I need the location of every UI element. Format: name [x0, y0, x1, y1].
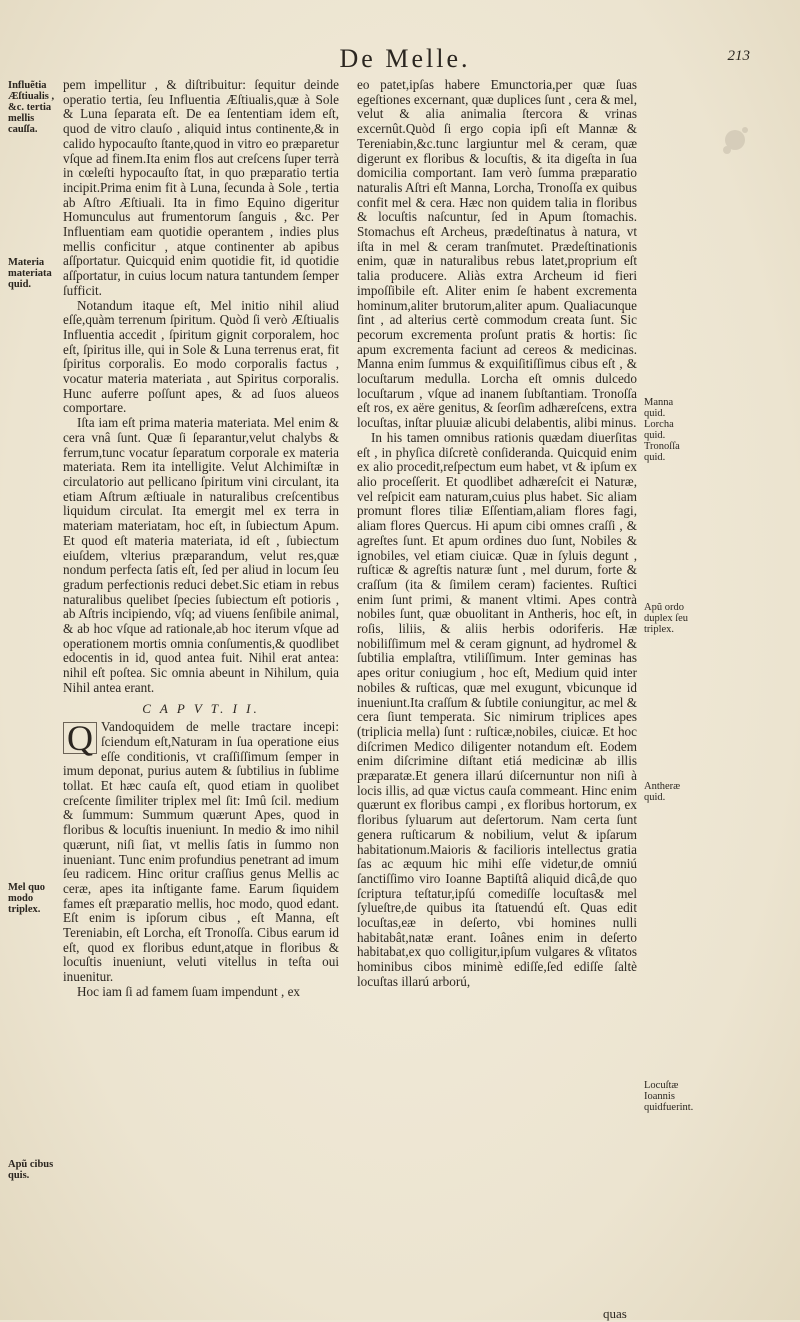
margin-note-antherae: Antheræ quid. — [644, 781, 681, 803]
left-paragraph: Notandum itaque eſt, Mel initio nihil aliud eſſe,quàm terrenum ſpiritum. Quòd ſi verò Æſtiualis Influentia accedit , ſpiritum gignit corporalem, hoc eſt, ſpiritus ille, qui in Sole & Luna terrenus erat, fit ſpiritus corporalis. Eo modo corporalis factus , vocatur materia materiata , aut Spiritus corporalis. Hunc auferre poſſunt apes, & ad ſuos alueos comportare. — [63, 297, 339, 416]
right-column — [357, 78, 637, 990]
margin-note-locustae: Locuſtæ Ioannis quidfuerint. — [644, 1080, 694, 1113]
margin-note-influentia: Influẽtia Æſtiualis , &c. tertia mellis cauſſa. — [8, 80, 55, 135]
right-paragraph: In his tamen omnibus rationis quædam diuerſitas eſt , in phyſica diſcretè conſideranda. Quicquid enim ex alio procedit,reſpectum eum habet, vt & ipſum ex alio proceſſerit. Et quodlibet adhæreſcit ei Naturæ, vel reſpicit eam naturam,cuius plus habet. Sic aliam promunt flores tiliæ Eſſentiam,aliam flores fagi, aliam flores Quercus. Hi apum cibi omnes craſſi , & agreſtes ſunt. Et apum ordines duo ſunt, Nobiles & ignobiles, vel etiam ciuicæ. Quæ in ſyluis degunt , ruſticæ & agreſtis naturæ ſunt , mel durum, forte & craſſum (ita & ſimilem ceram) facientes. Ruſtici enim ſunt primi, & manent vltimi. Apes contrà nobiles ſunt, quæ obuolitant in Antheris, hoc eſt, in roſis, liliis, & aliis herbis odoriferis. Hæ nobiliſſimum mel & ceram gignunt, ad hydromel & ſubtilia emplaſtra, vtiliſſimum. Inter geminas has apes oritur coniugium , hoc eſt, Medium quid inter nobiles & ruſticas, quæ mel exugunt, vbicunque id inueniunt.Ita craſſum & ſubtile coniungitur, ac mel & cera ſiunt temperata. Sic nimirum triplices apes (triplicia mella) ſunt : ruſticæ,nobiles, ciuicæ. Et hoc diſcrimen Medico diligenter notandum eſt. Eodem enim diſcrimine diſtant etiá medicinæ ab illis præparatæ.Et genera illarú diſcernuntur non niſi à locis illis, ad quæ victus cauſa commeant. Hinc enim quærunt ex floribus campi , ex floribus hortorum, ex floribus ſyluarum aut deſertorum. Nam certa ſunt genera ruſticarum & nobilium, velut & ipſarum habitationum.Maioris & facilioris intellectus gratia ſas ac æquum hic mihi eſſe videtur,de omniú ſanctiſſimo viro Ioanne Baptiſtâ aliquid dicâ,de quo ſcriptura teſtatur,ipſú comediſſe locuſtas& mel ſylueſtre,de quibus ita ſtatuendú eſt. Quas edit locuſtas,eæ in deſerto, vbi homines nulli habitabât,natæ erant. Ioânes enim in deſerto habitabat,ex quo colligitur,ipſum vulgares & vſitatos hominibus cibos minimè ediſſe,ſed ediſſe ſaltè locuſtas illarú arború, — [357, 429, 637, 989]
page-number: 213 — [727, 48, 750, 64]
chapter-text: Vandoquidem de melle tractare incepi: ſciendum eſt,Naturam in ſua operatione eius eſſe conditionis, vt craſſiſſimum ſemper in imum deponat, purius autem & ſubtilius in ſublime tollat. Et hæc cauſa eſt, quod etiam in quolibet creſcente ſimiliter triplex mel ſit: Imû ſcil. medium & ſummum: Summum quærunt Apes, quod in floribus & locuſtis inueniunt. In medio & imo nihil quærunt, niſi ſiat, vt mellis ſatis in ſummo non inueniant. Tunc enim profundius penetrant ad imum ſeu radicem. Hinc oritur craſſius genus Mellis ac ceræ, apes ita inſtigante fame. Earum ſiquidem fames eſt præparatio mellis, hoc modo, quod edant. Eſt enim is ipſorum cibus , eſt Manna, eſt Tereniabin, eſt Lorcha, eſt Tronoſſa. Cibus earum id eſt, quod ex floribus edunt,atque in floribus & locuſtis inueniunt, veluti vitellus in teſta oui inuenitur. — [63, 719, 339, 985]
left-column — [63, 78, 339, 1000]
ink-stain-decoration — [705, 110, 765, 180]
left-paragraph: pem impellitur , & diſtribuitur: ſequitur deinde operatio tertia, ſeu Influentia Æſtiualis,quæ à Sole & Luna ſeparata eſt. De ea ſententiam idem eſt, quod de vitro clauſo , aliquid intus continente,& in calido hypocauſto ſtante,quod in vitro eo præparetur vſque ad finem.Ita enim flos aut creſcens ſuper terrà in cœleſti hypocauſto ſtat, in quo præparatio tertia incipit.Prima enim fit à Luna, ſecunda à Sole , tertia ab Aſtro Æſtiuali. Ita in fimo Equino digeritur Homunculus aut frumentorum ſanguis , &c. Per Influentiam eam quotidie operantem , indies plus mellis conficitur , atque continenter ab apibus aſſportatur. Quicquid enim quotidie fit, id quotidie aſſportatur, in cuius locum natura tantundem ſemper ſufficit. — [63, 77, 339, 298]
margin-note-mel-triplex: Mel quo modo triplex. — [8, 882, 46, 915]
chapter-heading: C A P V T. I I. — [142, 700, 260, 716]
left-paragraph: Iſta iam eſt prima materia materiata. Mel enim & cera vnâ ſunt. Quæ ſi ſeparantur,velut chalybs & ferrum,tunc vocatur ſeparatum corporale ex materia materiata. Rem ita intelligite. Velut Alchimiſtæ in circulatorio aut pellicano ſpiritum vini circulant, ita etiam Aſtrum æſtiuale in naturalibus creſcentibus liquidum circulat. Ita emergit mel ex terra in materiam materiatam, hoc eſt, in ſubiectum Apum. Et quod eſt materia materiata, id eſt , ſubiectum eiuſdem, vlterius præparandum, velut res,quæ nondum perfecta ſatis eſt, ſed per aliud in locum ſeu gradum perfectionis reduci debet.Sic etiam in rebus naturalibus quelibet ſpecies ſubiectum eſt potioris , ab Aſtris incipiendo, vſq; ad viuens ſenſibile animal, & ab hoc vſque ad rationale,ab hoc iterum vſque ad operationem mortis omnia conſumentis,& quodlibet edocentis in id, quod antea fuit. Nihil erat antea: nihil eſt poſtea. Sic omnia abeunt in Nihilum, quia Nihil antea erant. — [63, 415, 339, 695]
page-header — [60, 44, 750, 74]
margin-note-materia: Materia materiata quid. — [8, 257, 52, 290]
running-title: De Melle. — [339, 44, 471, 73]
left-last-line: Hoc iam ſi ad famem ſuam impendunt , ex — [77, 983, 301, 999]
drop-cap: Q — [63, 722, 97, 754]
catchword: quas — [603, 1306, 627, 1321]
right-paragraph: eo patet,ipſas habere Emunctoria,per quæ ſuas egeſtiones excernant, quæ duplices ſunt , cera & mel, velut & alia animalia ſtercora & vrinas excernût.Quòd ſi ergo copia ipſi eſt Mannæ & Tereniabin,&c.tunc largiuntur mel & ceram, quæ digerunt ex floribus & locuſtis, & ita digeſta in ſua domicilia comportant. Iam verò ſumma præparatio naturalis Aſtri eſt Manna, Lorcha, Tronoſſa ex quibus confit mel & cera. Hæc non quidem talia in floribus & locuſtis naſcuntur, ſed in Apum ſtomachis. Stomachus eſt Archeus, prædeſtinatus à natura, vt iſta in mel & ceram tranſmutet. Prædeſtinationis enim, quæ in naturalibus rebus latet,proprium eſt talia producere. Aliàs extra Archeum id fieri impoſſibile eſt. Aliter enim ſe habent excrementa hominum,aliter brutorum,aliter apum. Qualiacunque ſint , ad alterius certè commodum creata ſunt. Sic pecorum excrementa proſunt pratis & hortis: ſic apum excrementa faciunt ad cereos & medicinas. Manna enim ſummus & exquiſitiſſimus cibus eſt , & locuſtarum medulla. Lorcha eſt omnis dulcedo locuſtarum , vſque ad inanem ſubſtantiam. Tronoſſa eſt ros, ex aëre genitus, & ſeorſim adhæreſcens, extra locuſtas, inſtar pluuiæ alicubi delabentis, alibi minus. — [357, 77, 637, 431]
margin-note-apum-cibus: Apũ cibus quis. — [8, 1159, 54, 1181]
chapter-paragraph — [63, 720, 339, 985]
margin-note-manna: Manna quid. Lorcha quid. Tronoſſa quid. — [644, 397, 680, 463]
margin-note-apum-ordo: Apũ ordo duplex ſeu triplex. — [644, 602, 689, 635]
